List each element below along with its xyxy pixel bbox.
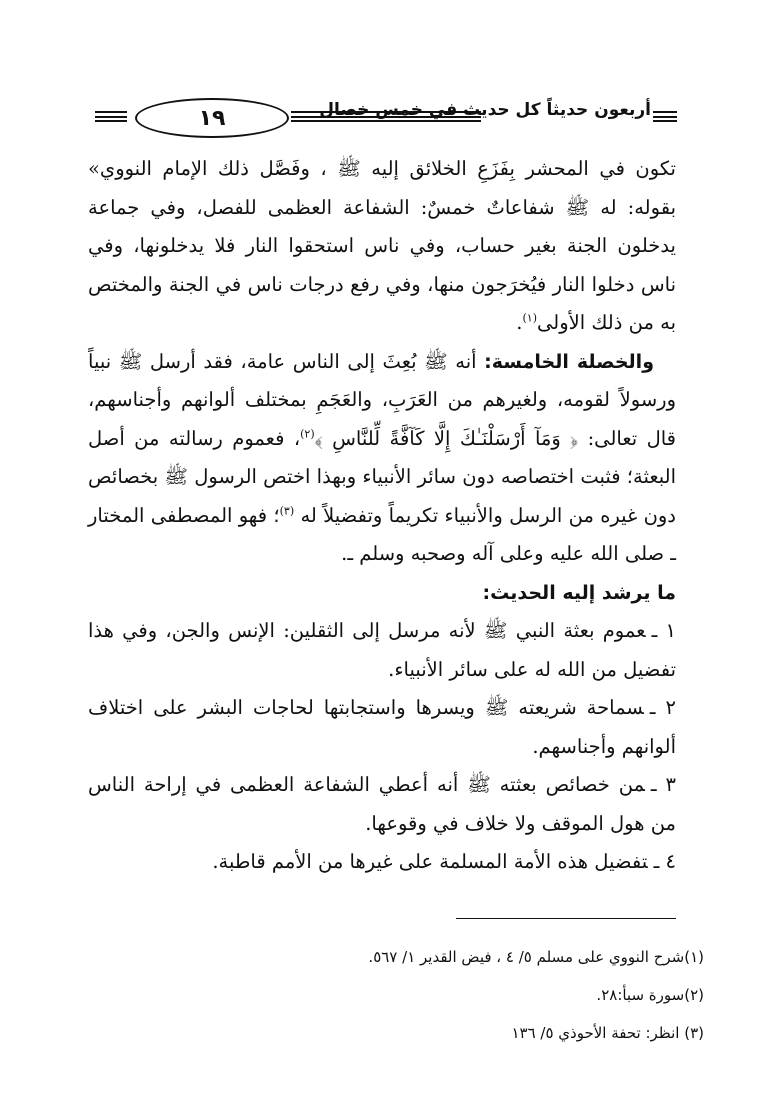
fifth-trait-label: والخصلة الخامسة:: [484, 350, 655, 373]
paragraph-2-part-b: ، فعموم رسالته من أصل البعثة؛ فثبت اختصاصه دون سائر الأنبياء وبهذا اختص الرسول ﷺ بخصائص دون غيره من الرسل والأنبياء تكريماً وتفضيلاً له: [88, 426, 676, 527]
section-heading: ما يرشد إليه الحديث:: [482, 581, 676, 604]
paragraph-1-text: تكون في المحشر بِفَزَعِ الخلائق إليه ﷺ ، وفَصَّل ذلك الإمام النووي» بقوله: له ﷺ شفاعاتٌ خمسٌ: الشفاعة العظمى للفصل، وفي جماعة يدخلون الجنة بغير حساب، وفي ناس استحقوا النار فلا يدخلونها، وفي ناس دخلوا النار فيُخرَجون منها، وفي رفع درجات ناس في الجنة والمختص به من ذلك الأولى: [88, 157, 676, 334]
footnote-divider: [456, 918, 676, 919]
footnote-ref-3: (٣): [279, 504, 295, 517]
list-item-text: عموم بعثة النبي ﷺ لأنه مرسل إلى الثقلين: الإنس والجن، وفي هذا تفضيل من الله له على سائر الأنبياء.: [88, 619, 676, 681]
header-rule: [95, 120, 127, 122]
list-item-number: ٢ ـ: [649, 696, 676, 719]
list-item-text: سماحة شريعته ﷺ ويسرها واستجابتها لحاجات البشر على اختلاف ألوانهم وأجناسهم.: [88, 696, 676, 758]
main-text: [88, 150, 676, 882]
list-item-text: تفضيل هذه الأمة المسلمة على غيرها من الأمم قاطبة.: [212, 850, 648, 873]
header-rule: [291, 120, 481, 122]
lessons-list: [88, 612, 676, 882]
header-rule: [653, 111, 677, 113]
list-item: [88, 843, 676, 882]
footnote-2: (٢)سورة سبأ:٢٨.: [596, 986, 704, 1004]
header-rule: [653, 120, 677, 122]
list-item-number: ٣ ـ: [650, 773, 676, 796]
header-rule: [95, 116, 127, 118]
list-item: [88, 689, 676, 766]
paragraph-2: [88, 343, 676, 574]
paragraph-1-end: .: [516, 311, 523, 334]
list-item-number: ١ ـ: [651, 619, 676, 642]
footnotes: [88, 938, 704, 1052]
list-item: [88, 766, 676, 843]
footnote-ref-2: (٢): [300, 427, 315, 440]
footnote-ref-1: (١): [522, 311, 538, 325]
page-number: ١٩: [135, 98, 289, 138]
page-header: [95, 96, 677, 136]
list-item-text: من خصائص بعثته ﷺ أنه أعطي الشفاعة العظمى في إراحة الناس من هول الموقف ولا خلاف في وقوعها.: [88, 773, 676, 835]
paragraph-2-part-c: ؛ فهو المصطفى المختار ـ صلى الله عليه وعلى آله وصحبه وسلم ـ.: [88, 503, 676, 565]
header-rule: [653, 116, 677, 118]
header-rule: [95, 111, 127, 113]
footnote-1: (١)شرح النووي على مسلم ٥/ ٤ ، فيض القدير ١/ ٥٦٧.: [368, 948, 704, 966]
list-item: [88, 612, 676, 689]
book-title: أربعون حديثاً كل حديث في خمس خصال: [319, 100, 651, 120]
paragraph-1: [88, 150, 676, 343]
list-item-number: ٤ ـ: [653, 850, 676, 873]
footnote-3: (٣) انظر: تحفة الأحوذي ٥/ ١٣٦: [511, 1024, 704, 1042]
paragraph-2-part-a: أنه ﷺ بُعِثَ إلى الناس عامة، فقد أرسل ﷺ نبياً ورسولاً لقومه، ولغيرهم من العَرَبِ، والعَجَمِ بمختلف ألوانهم وأجناسهم، قال تعالى: ﴿ وَمَآ أَرْسَلْنَـٰكَ إِلَّا كَآفَّةً لِّلنَّاسِ ﴾: [88, 349, 677, 450]
